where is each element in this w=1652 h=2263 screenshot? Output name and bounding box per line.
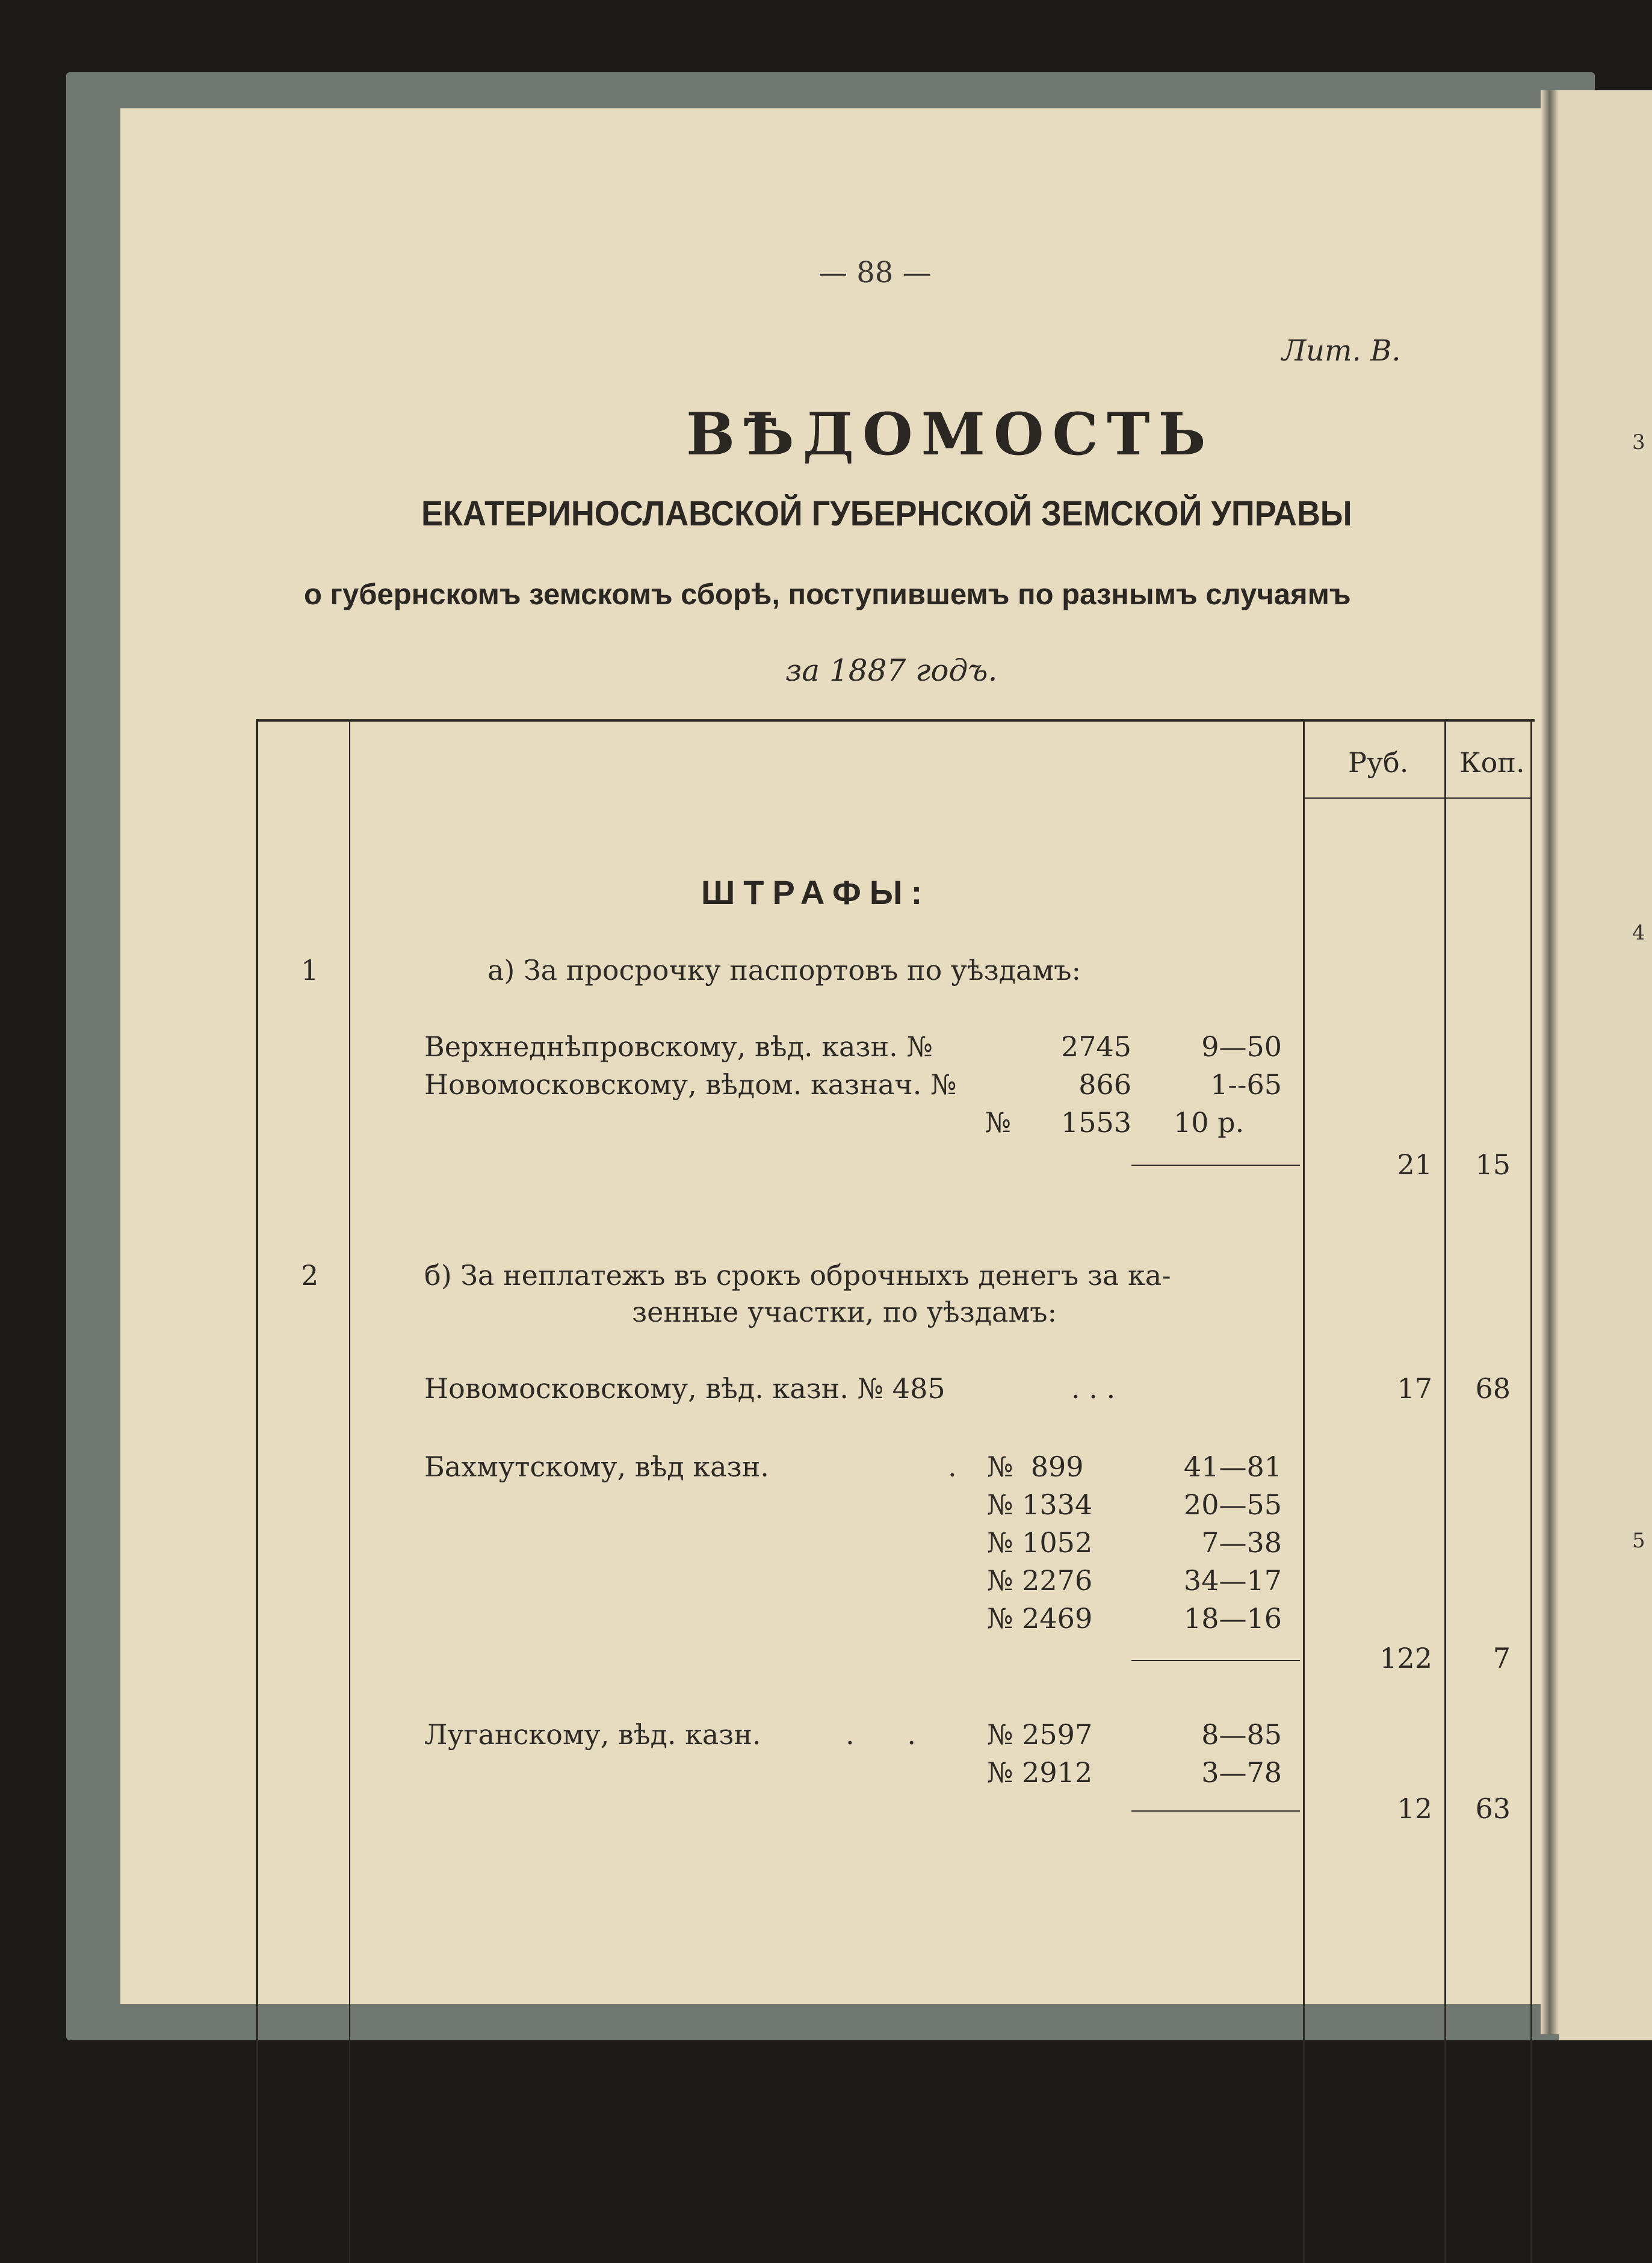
entry-amount: 7—38 [1201, 1526, 1282, 1559]
leader-dot: . [948, 1450, 957, 1483]
table-right-rule [1530, 719, 1532, 2263]
rub-column-rule [1303, 719, 1305, 2263]
row-number: 1 [301, 954, 319, 986]
document-title: ВѢДОМОСТЬ [686, 400, 1214, 468]
report-year: за 1887 годъ. [785, 653, 998, 688]
subtotal-rule [1131, 1165, 1300, 1166]
document-description: о губернскомъ земскомъ сборѣ, поступившемъ по разнымъ случаямъ [304, 578, 1351, 611]
entry-text: Новомосковскому, вѣдом. казнач. № [424, 1068, 957, 1101]
subtotal-rule [1131, 1660, 1300, 1661]
total-rub: 12 [1397, 1792, 1432, 1825]
leader-dots: . . . [1071, 1372, 1116, 1405]
entry-amount: 10 р. [1174, 1106, 1245, 1139]
total-kop: 7 [1493, 1642, 1511, 1674]
entry-doc: № 1334 [987, 1488, 1093, 1521]
table-top-rule [256, 719, 1535, 722]
entry-text: Новомосковскому, вѣд. казн. № 485 [424, 1372, 945, 1405]
entry-amount: 18—16 [1183, 1602, 1282, 1635]
entry-doc: 1553 [1060, 1106, 1131, 1139]
entry-amount: 9—50 [1201, 1030, 1282, 1063]
entry-amount: 8—85 [1201, 1718, 1282, 1751]
number-column-rule [349, 719, 350, 2263]
kop-column-rule [1444, 719, 1446, 2263]
entry-doc: № 1052 [987, 1526, 1093, 1559]
page-number: — 88 — [818, 256, 932, 289]
entry-doc: 866 [1078, 1068, 1131, 1101]
edge-number: 4 [1632, 921, 1645, 945]
literal-mark: Лит. В. [1282, 334, 1401, 368]
column-header-rub: Руб. [1348, 746, 1409, 779]
total-rub: 21 [1397, 1148, 1432, 1181]
total-kop: 68 [1475, 1372, 1511, 1405]
entry-text: № [985, 1106, 1011, 1139]
edge-number: 5 [1632, 1529, 1645, 1553]
entry-doc: 2745 [1060, 1030, 1131, 1063]
book-gutter [1541, 90, 1559, 2034]
section-heading: ШТРАФЫ: [701, 873, 931, 911]
item-heading: б) За неплатежъ въ срокъ оброчныхъ денегъ за ка- [424, 1259, 1171, 1292]
row-number: 2 [301, 1259, 319, 1292]
document-subtitle: ЕКАТЕРИНОСЛАВСКОЙ ГУБЕРНСКОЙ ЗЕМСКОЙ УПРАВЫ [421, 494, 1352, 533]
entry-doc: № 2597 [987, 1718, 1093, 1751]
next-page-edge [1559, 90, 1652, 2040]
entry-amount: 3—78 [1201, 1756, 1282, 1789]
header-rule [1303, 797, 1532, 799]
entry-doc: № 2912 [987, 1756, 1093, 1789]
total-kop: 15 [1475, 1148, 1511, 1181]
column-header-kop: Коп. [1459, 746, 1525, 779]
entry-amount: 20—55 [1183, 1488, 1282, 1521]
entry-amount: 41—81 [1183, 1450, 1282, 1483]
entry-doc: № 2276 [987, 1564, 1093, 1597]
entry-doc: № 2469 [987, 1602, 1093, 1635]
total-rub: 122 [1379, 1642, 1432, 1674]
table-left-rule [256, 719, 258, 2263]
edge-number: 3 [1632, 430, 1645, 454]
entry-doc: № 899 [987, 1450, 1084, 1483]
subtotal-rule [1131, 1810, 1300, 1812]
district-label: Луганскому, вѣд. казн. [424, 1718, 761, 1751]
total-rub: 17 [1397, 1372, 1432, 1405]
entry-amount: 34—17 [1183, 1564, 1282, 1597]
total-kop: 63 [1475, 1792, 1511, 1825]
item-heading: а) За просрочку паспортовъ по уѣздамъ: [487, 954, 1081, 986]
item-heading-cont: зенные участки, по уѣздамъ: [632, 1296, 1057, 1328]
district-label: Бахмутскому, вѣд казн. [424, 1450, 769, 1483]
leader-dots: . . [846, 1718, 916, 1751]
entry-amount: 1--65 [1210, 1068, 1282, 1101]
entry-text: Верхнеднѣпровскому, вѣд. казн. № [424, 1030, 933, 1063]
